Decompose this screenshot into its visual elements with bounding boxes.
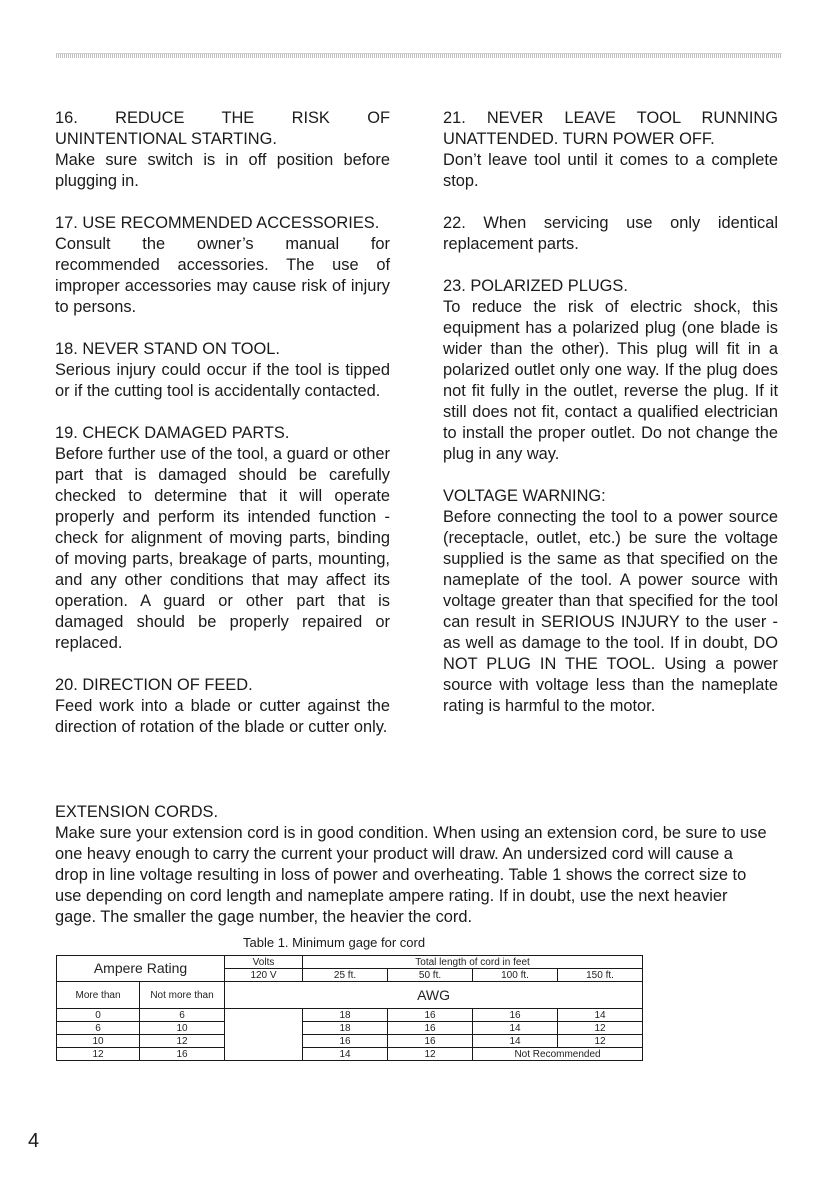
- table-awg-row: [57, 982, 643, 1009]
- extension-cords-section: [55, 802, 767, 928]
- gauge-50: 16: [388, 1009, 473, 1022]
- min-amp: 12: [57, 1048, 140, 1061]
- section-voltage-warning: [443, 486, 778, 717]
- table-row: [57, 1022, 643, 1035]
- section-heading: 19. CHECK DAMAGED PARTS.: [55, 424, 290, 442]
- section-19: [55, 423, 390, 654]
- gauge-150: 14: [558, 1009, 643, 1022]
- table-row: [57, 1009, 643, 1022]
- section-body: Don’t leave tool until it comes to a complete stop.: [443, 151, 778, 190]
- gauge-25: 16: [303, 1035, 388, 1048]
- ampere-rating-header: Ampere Rating: [57, 956, 225, 982]
- gauge-50: 12: [388, 1048, 473, 1061]
- total-length-header: Total length of cord in feet: [303, 956, 643, 969]
- section-heading: 18. NEVER STAND ON TOOL.: [55, 340, 280, 358]
- gauge-25: 18: [303, 1022, 388, 1035]
- section-body: Before further use of the tool, a guard or other part that is damaged should be carefully checked to determine that it will operate properly and perform its intended function - check for alignment of moving parts, binding of moving parts, breakage of parts, mounting, and any other conditions that may affect its operation. A guard or other part that is damaged should be properly repaired or replaced.: [55, 445, 390, 652]
- min-amp: 10: [57, 1035, 140, 1048]
- length-100: 100 ft.: [473, 969, 558, 982]
- gauge-100: 14: [473, 1035, 558, 1048]
- gauge-100: 16: [473, 1009, 558, 1022]
- volts-header: Volts: [225, 956, 303, 969]
- awg-header: AWG: [225, 982, 643, 1009]
- section-heading: 21. NEVER LEAVE TOOL RUNNING UNATTENDED. TURN POWER OFF.: [443, 109, 778, 148]
- gauge-150: 12: [558, 1035, 643, 1048]
- section-body: 22. When servicing use only identical replacement parts.: [443, 214, 778, 253]
- gauge-25: 14: [303, 1048, 388, 1061]
- gauge-150: 12: [558, 1022, 643, 1035]
- section-heading: 23. POLARIZED PLUGS.: [443, 277, 628, 295]
- section-16: [55, 108, 390, 192]
- left-column: [55, 108, 390, 759]
- page-number: 4: [28, 1130, 40, 1152]
- table-header-row: [57, 956, 643, 969]
- section-22: [443, 213, 778, 255]
- cord-gage-table: [56, 955, 643, 1061]
- gauge-50: 16: [388, 1035, 473, 1048]
- gauge-100: 14: [473, 1022, 558, 1035]
- max-amp: 10: [140, 1022, 225, 1035]
- min-amp: 6: [57, 1022, 140, 1035]
- length-25: 25 ft.: [303, 969, 388, 982]
- min-amp: 0: [57, 1009, 140, 1022]
- section-body: Make sure switch is in off position before plugging in.: [55, 151, 390, 190]
- section-body: Consult the owner’s manual for recommended accessories. The use of improper accessories may cause risk of injury to persons.: [55, 235, 390, 316]
- section-body: To reduce the risk of electric shock, this equipment has a polarized plug (one blade is wider than the other). This plug will fit in a polarized outlet only one way. If the plug does not fit fully in the outlet, reverse the plug. If it still does not fit, contact a qualified electrician to install the proper outlet. Do not change the plug in any way.: [443, 298, 778, 463]
- header-rule: [56, 53, 782, 58]
- right-column: [443, 108, 778, 738]
- section-18: [55, 339, 390, 402]
- section-17: [55, 213, 390, 318]
- length-50: 50 ft.: [388, 969, 473, 982]
- section-heading: 16. REDUCE THE RISK OF UNINTENTIONAL STARTING.: [55, 109, 390, 148]
- gauge-50: 16: [388, 1022, 473, 1035]
- table-row: [57, 1048, 643, 1061]
- table-row: [57, 1035, 643, 1048]
- volts-value: 120 V: [225, 969, 303, 982]
- section-heading: 20. DIRECTION OF FEED.: [55, 676, 253, 694]
- extension-heading: EXTENSION CORDS.: [55, 803, 219, 821]
- max-amp: 16: [140, 1048, 225, 1061]
- extension-body: Make sure your extension cord is in good condition. When using an extension cord, be sure to use one heavy enough to carry the current your product will draw. An undersized cord will cause a drop in line voltage resulting in loss of power and overheating. Table 1 shows the correct size to use depending on cord length and nameplate ampere rating. If in doubt, use the next heavier gage. The smaller the gage number, the heavier the cord.: [55, 824, 767, 926]
- max-amp: 12: [140, 1035, 225, 1048]
- more-than-header: More than: [57, 982, 140, 1009]
- section-body: Before connecting the tool to a power source (receptacle, outlet, etc.) be sure the voltage supplied is the same as that specified on the nameplate of the tool. A power source with voltage greater than that specified for the tool can result in SERIOUS INJURY to the user - as well as damage to the tool. If in doubt, DO NOT PLUG IN THE TOOL. Using a power source with voltage less than the nameplate rating is harmful to the motor.: [443, 508, 778, 715]
- section-21: [443, 108, 778, 192]
- not-more-than-header: Not more than: [140, 982, 225, 1009]
- max-amp: 6: [140, 1009, 225, 1022]
- section-body: Serious injury could occur if the tool is tipped or if the cutting tool is accidentally contacted.: [55, 361, 390, 400]
- table-caption: Table 1. Minimum gage for cord: [243, 935, 426, 950]
- gauge-25: 18: [303, 1009, 388, 1022]
- section-20: [55, 675, 390, 738]
- length-150: 150 ft.: [558, 969, 643, 982]
- section-body: Feed work into a blade or cutter against the direction of rotation of the blade or cutter only.: [55, 697, 390, 736]
- section-heading: VOLTAGE WARNING:: [443, 487, 606, 505]
- section-23: [443, 276, 778, 465]
- section-heading: 17. USE RECOMMENDED ACCESSORIES.: [55, 214, 380, 232]
- volts-blank-cell: [225, 1009, 303, 1061]
- not-recommended-cell: Not Recommended: [473, 1048, 643, 1061]
